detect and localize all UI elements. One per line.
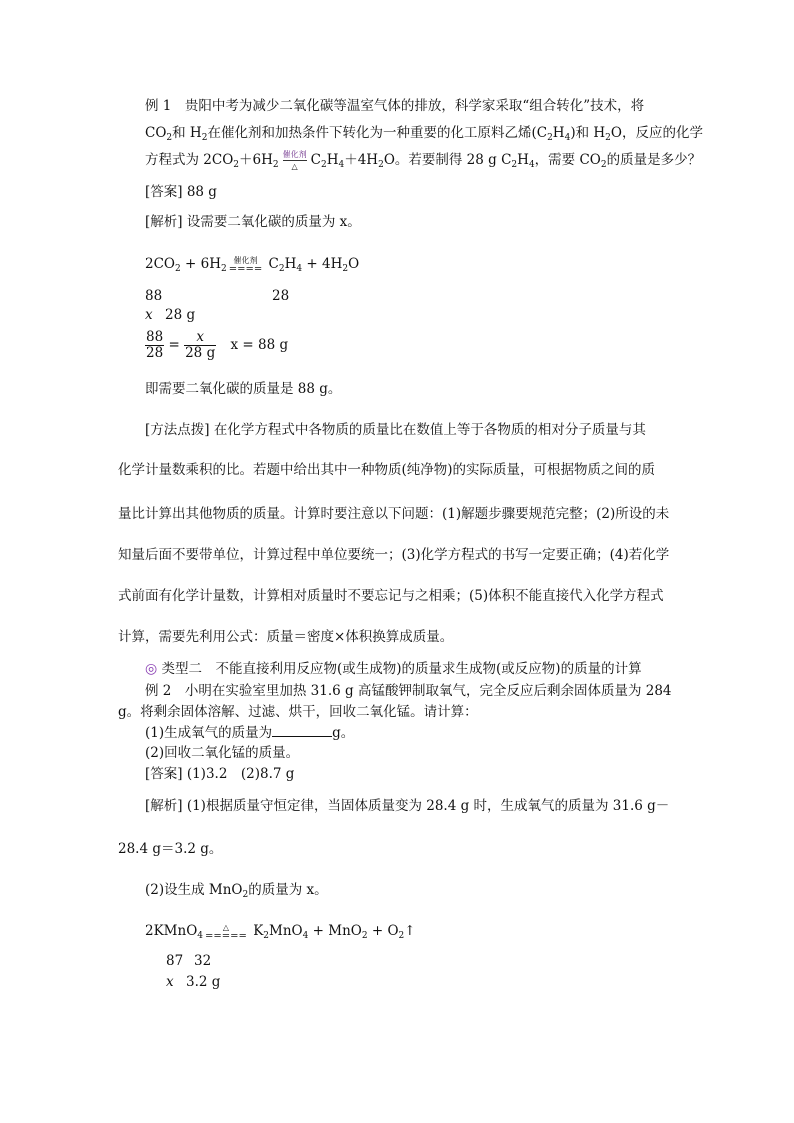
example2-equation: 2KMnO$_4$ △ ===== $K_2MnO_4 + MnO_2$ + $O_2↑$ xyxy=(145,922,416,942)
example1-answer: [答案] 88 g xyxy=(145,184,217,200)
var-3-2g: 3.2 g xyxy=(186,974,221,990)
answer-blank xyxy=(272,724,332,737)
example2-analysis2: 28.4 g＝3.2 g。 xyxy=(118,841,223,857)
mass-88: 88 xyxy=(145,288,163,304)
target-icon: ◎ xyxy=(145,661,158,677)
proportion: $\frac{88}{28}$ = $\frac{x}{28 g}$ x = 88 g xyxy=(146,329,289,361)
method-line3: 量比计算出其他物质的质量。计算时要注意以下问题：(1)解题步骤要规范完整；(2)所设的未 xyxy=(118,506,670,522)
var-x-2: x xyxy=(166,974,174,990)
example2-line1: 例 2 小明在实验室里加热 31.6 g 高锰酸钾制取氧气，完全反应后剩余固体质量为 284 xyxy=(145,683,672,699)
example1-analysis: [解析] 设需要二氧化碳的质量为 x。 xyxy=(145,214,361,230)
mass-28: 28 xyxy=(272,288,290,304)
method-line4: 知量后面不要带单位，计算过程中单位要统一；(3)化学方程式的书写一定要正确；(4)若化学 xyxy=(118,547,670,563)
method-line1: [方法点拨] 在化学方程式中各物质的质量比在数值上等于各物质的相对分子质量与其 xyxy=(145,422,646,438)
mass-87: 87 xyxy=(166,953,184,969)
example1-line1: 例 1 贵阳中考为减少二氧化碳等温室气体的排放，科学家采取“组合转化”技术，将 xyxy=(145,98,645,114)
example1-conclusion: 即需要二氧化碳的质量是 88 g。 xyxy=(145,381,342,397)
example1-equation: $2CO_2 + 6H_2$ 催化剂 ==== $C_2H_4 + 4H_2O$ xyxy=(145,255,360,275)
example2-analysis1: [解析] (1)根据质量守恒定律，当固体质量变为 28.4 g 时，生成氧气的质量为 31.6 g－ xyxy=(145,798,670,814)
example1-line3: 方程式为 $2CO_2+6H_2$ 催化剂 △ $C_2H_4+4H_2O$。若要制得 28 g $C_2H_4$，需要 $CO_2$的质量是多少？ xyxy=(145,150,702,171)
type2-heading: ◎ 类型二 不能直接利用反应物(或生成物)的质量求生成物(或反应物)的质量的计算 xyxy=(145,661,642,677)
example2-q1: (1)生成氧气的质量为 g。 xyxy=(145,725,355,741)
example1-line2: $CO_2$和 $H_2$在催化剂和加热条件下转化为一种重要的化工原料乙烯$(C_2H_4)$和 $H_2O$，反应的化学 xyxy=(145,125,703,143)
var-28g: 28 g xyxy=(165,307,196,323)
example2-analysis3: (2)设生成 MnO$_2$的质量为 x。 xyxy=(145,882,328,900)
mass-32: 32 xyxy=(194,953,212,969)
method-line5: 式前面有化学计量数，计算相对质量时不要忘记与之相乘；(5)体积不能直接代入化学方程式 xyxy=(118,588,664,604)
example2-answer: [答案] (1)3.2 (2)8.7 g xyxy=(145,766,295,782)
var-x: x xyxy=(145,307,153,323)
example2-q2: (2)回收二氧化锰的质量。 xyxy=(145,745,300,761)
method-line2: 化学计量数乘积的比。若题中给出其中一种物质(纯净物)的实际质量，可根据物质之间的质 xyxy=(118,462,656,478)
example2-line2: g。将剩余固体溶解、过滤、烘干，回收二氧化锰。请计算： xyxy=(118,704,478,720)
reaction-condition: 催化剂 △ xyxy=(282,150,307,171)
method-line6: 计算，需要先利用公式：质量＝密度×体积换算成质量。 xyxy=(118,629,454,645)
